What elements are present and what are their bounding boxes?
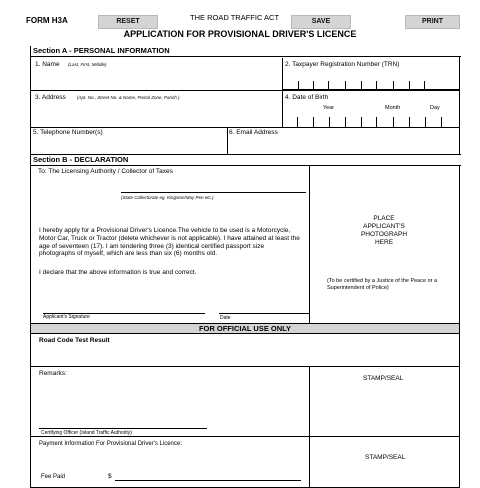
dob-year-label: Year	[323, 105, 335, 111]
section-b-header: Section B - DECLARATION	[31, 154, 461, 166]
photo-placeholder	[309, 215, 459, 247]
to-line: To: The Licensing Authority / Collector of Taxes	[38, 168, 173, 175]
signature-label: Applicant's Signature	[43, 314, 90, 320]
divider	[31, 90, 459, 91]
official-use-header: FOR OFFICIAL USE ONLY	[31, 323, 459, 334]
email-label: 6. Email Address	[229, 129, 278, 136]
certifying-line[interactable]	[39, 428, 207, 429]
collectorate-line[interactable]	[121, 192, 306, 193]
photo-line: PLACE	[373, 215, 395, 222]
photo-line: APPLICANT'S	[363, 223, 405, 230]
stamp-seal-1: STAMP/SEAL	[363, 375, 404, 382]
divider	[31, 436, 459, 437]
address-hint: (Apt. No., Street No. & Name, Postal Zone, Parish )	[77, 95, 180, 100]
photo-certification-note: (To be certified by a Justice of the Peace or a Superintendent of Police)	[327, 278, 438, 291]
payment-label: Payment Information For Provisional Driver's Licence:	[39, 441, 182, 447]
print-button[interactable]: PRINT	[405, 15, 460, 29]
application-text: I hereby apply for a Provisional Driver's Licence.The vehicle to be used is a Motorcycle, Motor Car, Truck or Tractor (delete whichever is not applicable). I have attained at least the age of seventeen (17). I am tendering three (3) identical certified passport size photographs of myself, which are less than six (6) months old.	[39, 227, 300, 258]
fee-paid-label: Fee Paid	[41, 474, 66, 480]
divider	[309, 366, 310, 488]
dob-day-label: Day	[430, 105, 440, 111]
remarks-label: Remarks:	[39, 370, 67, 377]
application-form	[30, 46, 460, 488]
collectorate-hint: (State Collectorate eg. Kingston/May Pen etc.)	[121, 195, 214, 200]
form-title: APPLICATION FOR PROVISIONAL DRIVER'S LICENCE	[123, 29, 357, 39]
email-input[interactable]	[231, 141, 457, 152]
act-title: THE ROAD TRAFFIC ACT	[190, 13, 280, 22]
divider	[227, 127, 228, 155]
phone-input[interactable]	[33, 141, 227, 152]
address-label: 3. Address	[35, 94, 66, 101]
road-code-label: Road Code Test Result	[39, 337, 110, 344]
name-label: 1. Name	[35, 61, 60, 68]
name-hint: (Last, First, Middle)	[68, 62, 107, 67]
phone-label: 5. Telephone Number(s)	[33, 129, 103, 136]
save-button[interactable]: SAVE	[291, 15, 351, 29]
date-line[interactable]	[219, 313, 309, 314]
photo-line: PHOTOGRAPH	[360, 231, 408, 238]
certifying-officer-label: Certifying Officer (Island Traffic Authority)	[41, 430, 132, 436]
address-input[interactable]	[35, 105, 279, 116]
currency-symbol: $	[108, 473, 112, 480]
section-a-header: Section A - PERSONAL INFORMATION	[31, 46, 461, 57]
declaration-text: I declare that the above information is true and correct.	[39, 269, 197, 276]
dob-label: 4. Date of Birth	[285, 94, 329, 101]
stamp-seal-2: STAMP/SEAL	[365, 454, 406, 461]
divider	[282, 58, 283, 128]
name-input[interactable]	[35, 71, 279, 82]
reset-button[interactable]: RESET	[98, 15, 158, 29]
trn-label: 2. Taxpayer Registration Number (TRN)	[285, 61, 400, 68]
form-code: FORM H3A	[26, 16, 68, 25]
dob-month-label: Month	[385, 105, 401, 111]
divider	[31, 127, 459, 128]
divider	[31, 366, 459, 367]
fee-paid-line[interactable]	[115, 480, 301, 481]
date-label: Date	[220, 315, 231, 321]
photo-line: HERE	[374, 239, 394, 246]
